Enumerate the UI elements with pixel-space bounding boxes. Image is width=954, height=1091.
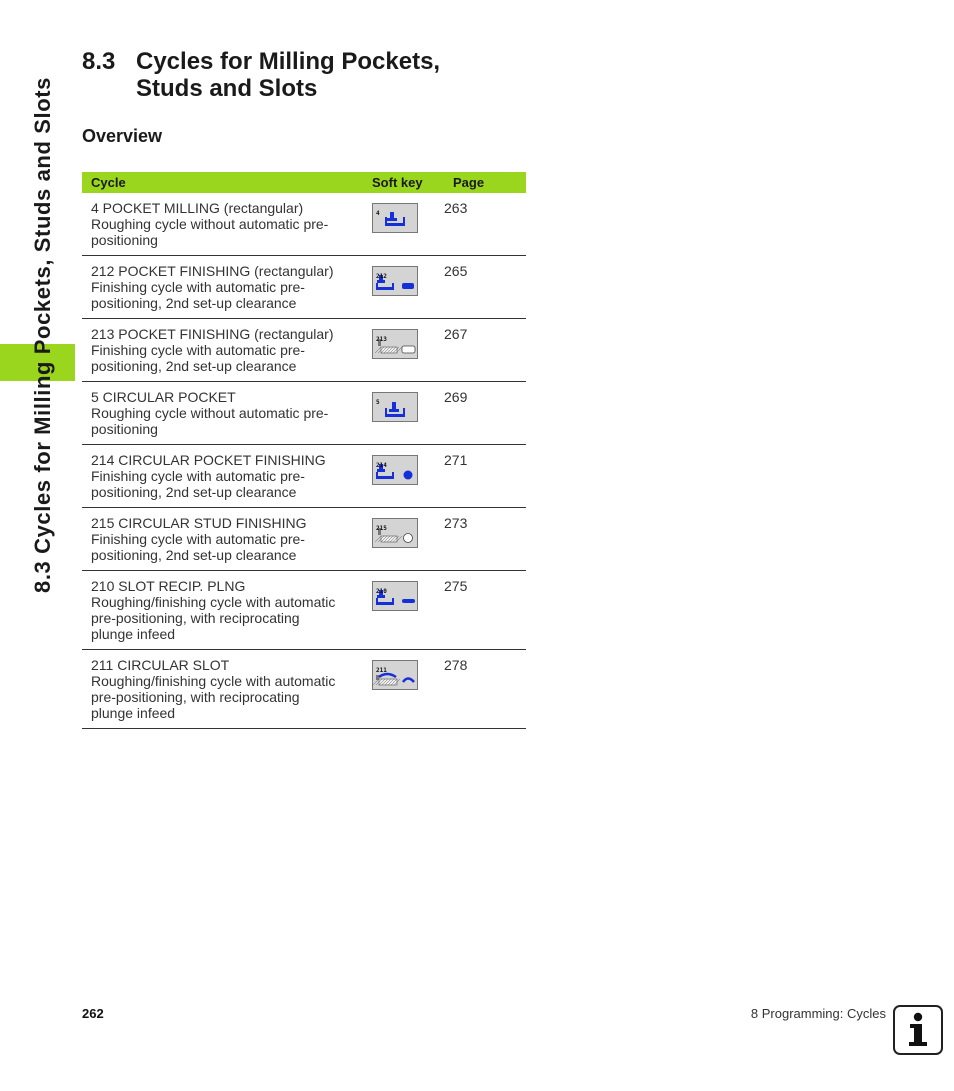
side-tab-title: 8.3 Cycles for Milling Pockets, Studs and Slots (30, 77, 55, 593)
page-reference: 278 (444, 650, 526, 729)
soft-key-button[interactable] (372, 455, 418, 485)
table-row (82, 445, 526, 508)
soft-key-button[interactable] (372, 581, 418, 611)
cycle-description-line: Roughing cycle without automatic pre- (91, 405, 329, 421)
page-reference: 267 (444, 319, 526, 382)
soft-key-number: 212 (376, 273, 387, 280)
soft-key-button[interactable] (372, 329, 418, 359)
cycle-name: 212 POCKET FINISHING (rectangular) (91, 263, 334, 279)
section-number: 8.3 (82, 48, 116, 75)
cycle-description-line: pre-positioning, with reciprocating (91, 689, 300, 705)
cycle-description-line: Finishing cycle with automatic pre- (91, 468, 305, 484)
soft-key-button[interactable] (372, 203, 418, 233)
cycle-name: 215 CIRCULAR STUD FINISHING (91, 515, 307, 531)
soft-key-number: 4 (376, 210, 380, 217)
chapter-label: 8 Programming: Cycles (750, 1006, 886, 1021)
cycle-description (82, 319, 363, 382)
table-row (82, 508, 526, 571)
page-reference: 275 (444, 571, 526, 650)
cycle-description-line: Roughing/finishing cycle with automatic (91, 673, 336, 689)
info-icon (893, 1005, 943, 1055)
soft-key-number: 215 (376, 525, 387, 532)
page-number: 262 (82, 1006, 104, 1021)
cycle-description-line: positioning, 2nd set-up clearance (91, 484, 297, 500)
soft-key-cell (363, 508, 444, 571)
table-row (82, 650, 526, 729)
table-row (82, 571, 526, 650)
page-reference: 269 (444, 382, 526, 445)
title-line-1: Cycles for Milling Pockets, (136, 48, 441, 75)
soft-key-number: 213 (376, 336, 387, 343)
table-row (82, 256, 526, 319)
soft-key-cell (363, 382, 444, 445)
page-reference: 271 (444, 445, 526, 508)
soft-key-button[interactable] (372, 266, 418, 296)
cycle-description (82, 650, 363, 729)
cycle-name: 5 CIRCULAR POCKET (91, 389, 236, 405)
cycle-description-line: Finishing cycle with automatic pre- (91, 342, 305, 358)
cycle-name: 211 CIRCULAR SLOT (91, 657, 230, 673)
soft-key-cell (363, 319, 444, 382)
cycle-description (82, 193, 363, 256)
table-row (82, 319, 526, 382)
soft-key-cell (363, 445, 444, 508)
cycle-description (82, 256, 363, 319)
cycle-description-line: Roughing/finishing cycle with automatic (91, 594, 336, 610)
soft-key-cell (363, 571, 444, 650)
cycle-description (82, 571, 363, 650)
page-reference: 265 (444, 256, 526, 319)
soft-key-button[interactable] (372, 660, 418, 690)
soft-key-cell (363, 193, 444, 256)
cycle-name: 210 SLOT RECIP. PLNG (91, 578, 246, 594)
page-title (82, 48, 440, 102)
soft-key-number: 211 (376, 667, 387, 674)
soft-key-number: 214 (376, 462, 387, 469)
cycle-name: 4 POCKET MILLING (rectangular) (91, 200, 304, 216)
cycle-description-line: Finishing cycle with automatic pre- (91, 531, 305, 547)
page-reference: 273 (444, 508, 526, 571)
cycle-description-line: plunge infeed (91, 705, 176, 721)
header-soft-key: Soft key (363, 172, 444, 193)
soft-key-cell (363, 650, 444, 729)
table-row (82, 193, 526, 256)
cycle-description-line: plunge infeed (91, 626, 176, 642)
table-row (82, 382, 526, 445)
cycle-description (82, 445, 363, 508)
overview-heading: Overview (82, 126, 163, 146)
cycle-description (82, 508, 363, 571)
header-cycle: Cycle (82, 172, 363, 193)
cycle-description-line: Finishing cycle with automatic pre- (91, 279, 305, 295)
soft-key-button[interactable] (372, 518, 418, 548)
header-page: Page (444, 172, 526, 193)
cycles-table (82, 172, 526, 729)
cycle-name: 213 POCKET FINISHING (rectangular) (91, 326, 334, 342)
cycle-description-line: positioning (91, 232, 158, 248)
soft-key-number: 5 (376, 399, 380, 406)
cycle-description-line: positioning, 2nd set-up clearance (91, 358, 297, 374)
cycle-description-line: Roughing cycle without automatic pre- (91, 216, 329, 232)
cycle-description-line: positioning, 2nd set-up clearance (91, 295, 297, 311)
page-reference: 263 (444, 193, 526, 256)
cycle-description-line: pre-positioning, with reciprocating (91, 610, 300, 626)
title-line-2: Studs and Slots (136, 75, 318, 102)
cycle-description-line: positioning, 2nd set-up clearance (91, 547, 297, 563)
soft-key-cell (363, 256, 444, 319)
cycle-description-line: positioning (91, 421, 158, 437)
cycle-description (82, 382, 363, 445)
table-header-row (82, 172, 526, 193)
soft-key-number: 210 (376, 588, 387, 595)
soft-key-button[interactable] (372, 392, 418, 422)
cycle-name: 214 CIRCULAR POCKET FINISHING (91, 452, 326, 468)
table-body (82, 193, 526, 729)
